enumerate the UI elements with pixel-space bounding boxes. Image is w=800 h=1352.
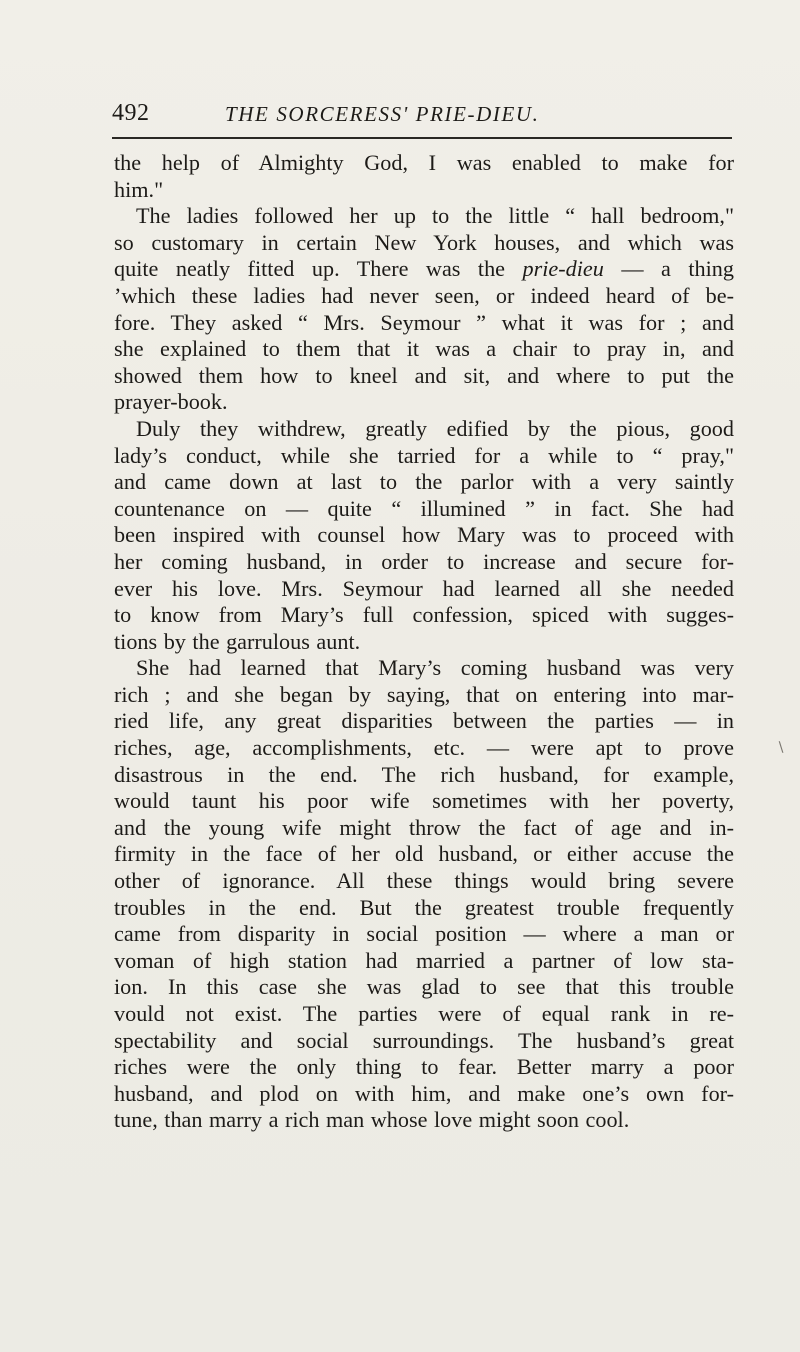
running-head: THE SORCERESS' PRIE-DIEU. [225, 102, 540, 126]
text-line: lady’s conduct, while she tarried for a while to “ pray," [114, 442, 734, 468]
text-line: husband, and plod on with him, and make one’s own for- [114, 1080, 734, 1106]
text-line: so customary in certain New York houses, and which was [114, 229, 734, 255]
text-line: and came down at last to the parlor with a very saintly [114, 469, 734, 495]
text-line: firmity in the face of her old husband, or either accuse the [114, 841, 734, 867]
page-number: 492 [112, 100, 150, 126]
text-line: riches were the only thing to fear. Better marry a poor [114, 1054, 734, 1080]
text-line: would taunt his poor wife sometimes with her poverty, [114, 788, 734, 814]
body-text [114, 150, 734, 1134]
text-line: ’which these ladies had never seen, or indeed heard of be- [114, 282, 734, 308]
text-line: the help of Almighty God, I was enabled to make for [114, 150, 734, 175]
text-line: tune, than marry a rich man whose love might soon cool. [114, 1107, 630, 1133]
text-line: riches, age, accomplishments, etc. — were apt to prove [114, 735, 734, 761]
text-line: showed them how to kneel and sit, and where to put the [114, 362, 734, 388]
text-line: prayer-book. [114, 389, 228, 415]
text-line: ever his love. Mrs. Seymour had learned all she needed [114, 575, 734, 601]
text-line: vould not exist. The parties were of equal rank in re- [114, 1001, 734, 1026]
text-line: spectability and social surroundings. The husband’s great [114, 1027, 734, 1053]
text-line: rich ; and she began by saying, that on entering into mar- [114, 681, 734, 707]
text-line: and the young wife might throw the fact of age and in- [114, 814, 734, 840]
header-rule [112, 137, 732, 139]
margin-mark: ∖ [776, 740, 785, 756]
text-segment: — a thing [603, 256, 734, 282]
italic-term: prie-dieu [522, 256, 604, 282]
text-segment: quite neatly fitted up. There was the [114, 256, 523, 282]
text-line: she explained to them that it was a chair to pray in, and [114, 336, 734, 362]
paragraph-start-line: The ladies followed her up to the little “ hall bedroom," [136, 203, 734, 229]
text-line: to know from Mary’s full confession, spiced with sugges- [114, 602, 734, 628]
text-line: him." [114, 176, 164, 202]
paragraph-start-line: Duly they withdrew, greatly edified by the pious, good [136, 415, 734, 441]
text-line [114, 256, 734, 283]
text-line: other of ignorance. All these things would bring severe [114, 868, 734, 894]
text-line: her coming husband, in order to increase and secure for- [114, 548, 734, 574]
page-header [112, 100, 732, 132]
text-line: tions by the garrulous aunt. [114, 628, 361, 654]
text-line: voman of high station had married a partner of low sta- [114, 947, 734, 973]
paragraph-start-line: She had learned that Mary’s coming husband was very [136, 655, 734, 681]
text-line: countenance on — quite “ illumined ” in fact. She had [114, 495, 734, 521]
text-line: been inspired with counsel how Mary was to proceed with [114, 522, 734, 548]
text-line: troubles in the end. But the greatest trouble frequently [114, 894, 734, 920]
text-line: fore. They asked “ Mrs. Seymour ” what it was for ; and [114, 309, 734, 335]
text-line: disastrous in the end. The rich husband, for example, [114, 761, 734, 787]
text-line: ion. In this case she was glad to see that this trouble [114, 974, 734, 1000]
text-line: ried life, any great disparities between the parties — in [114, 708, 734, 734]
text-line: came from disparity in social position — where a man or [114, 921, 734, 947]
